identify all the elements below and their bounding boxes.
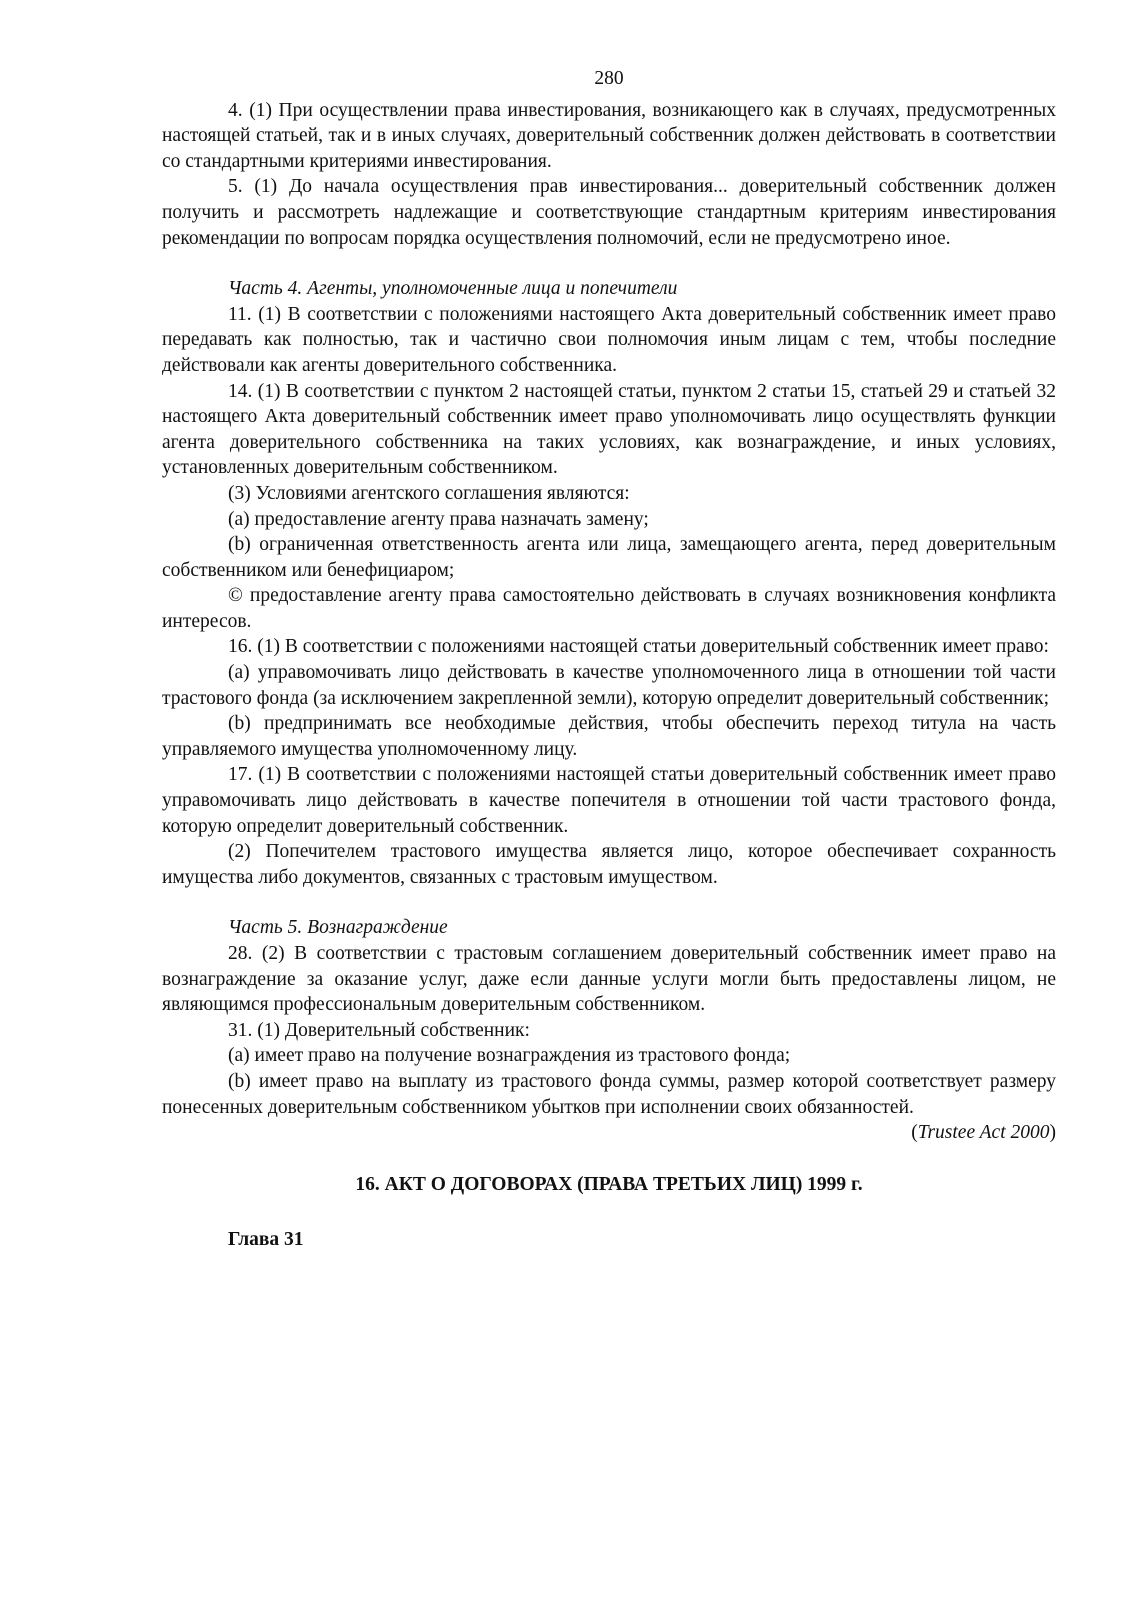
paragraph-article-31-b: (b) имеет право на выплату из трастового фонда суммы, размер которой соответствует размеру понесенных доверительным собственником убытков при исполнении своих обязанностей. — [162, 1070, 1056, 1118]
paragraph-agency-terms: (3) Условиями агентского соглашения являются: — [228, 482, 630, 504]
source-title: Trustee Act 2000 — [917, 1122, 1050, 1144]
chapter-heading: Глава 31 — [228, 1229, 304, 1251]
source-close-paren: ) — [1049, 1122, 1056, 1144]
paragraph-agency-c: © предоставление агенту права самостоятельно действовать в случаях возникновения конфликта интересов. — [162, 585, 1056, 632]
paragraph-article-16-b: (b) предпринимать все необходимые действия, чтобы обеспечить переход титула на часть управляемого имущества уполномоченному лицу. — [162, 713, 1056, 760]
paragraph-article-14: 14. (1) В соответствии с пунктом 2 настоящей статьи, пунктом 2 статьи 15, статьей 29 и статьей 32 настоящего Акта доверительный собственник имеет право уполномочивать лицо осуществлять функции агента доверительного собственника на таких условиях, как вознаграждение, и иных условиях, установленных доверительным собственником. — [162, 380, 1056, 479]
document-page — [162, 66, 1056, 1253]
section-heading-part5: Часть 5. Вознаграждение — [228, 917, 448, 939]
paragraph-article-17: 17. (1) В соответствии с положениями настоящей статьи доверительный собственник имеет право управомочивать лицо действовать в качестве попечителя в отношении той части трастового фонда, которую определит доверительный собственник. — [162, 764, 1056, 837]
paragraph-article-17-2: (2) Попечителем трастового имущества является лицо, которое обеспечивает сохранность имущества либо документов, связанных с трастовым имуществом. — [162, 841, 1056, 888]
paragraph-article-16-a: (a) управомочивать лицо действовать в качестве уполномоченного лица в отношении той части трастового фонда (за исключением закрепленной земли), которую определит доверительный собственник; — [162, 662, 1056, 709]
spacer — [162, 890, 1056, 915]
paragraph-agency-b: (b) ограниченная ответственность агента или лица, замещающего агента, перед доверительным собственником или бенефициаром; — [162, 534, 1056, 581]
spacer — [162, 251, 1056, 276]
source-citation — [162, 1120, 1056, 1146]
source-open-paren: ( — [911, 1122, 918, 1144]
act-title: 16. АКТ О ДОГОВОРАХ (ПРАВА ТРЕТЬИХ ЛИЦ) 1999 г. — [355, 1173, 863, 1195]
paragraph-agency-a: (a) предоставление агенту права назначать замену; — [228, 508, 649, 530]
paragraph-article-31-a: (a) имеет право на получение вознаграждения из трастового фонда; — [228, 1045, 791, 1067]
page-number: 280 — [594, 68, 624, 89]
paragraph-invest-4: 4. (1) При осуществлении права инвестирования, возникающего как в случаях, предусмотренных настоящей статьей, так и в иных случаях, доверительный собственник должен действовать в соответствии со стандартными критериями инвестирования. — [162, 99, 1056, 172]
paragraph-article-16: 16. (1) В соответствии с положениями настоящей статьи доверительный собственник имеет право: — [228, 636, 1049, 658]
paragraph-article-31: 31. (1) Доверительный собственник: — [228, 1019, 530, 1041]
paragraph-invest-5: 5. (1) До начала осуществления прав инвестирования... доверительный собственник должен получить и рассмотреть надлежащие и соответствующие стандартным критериям инвестирования рекомендации по вопросам порядка осуществления полномочий, если не предусмотрено иное. — [162, 176, 1056, 249]
section-heading-part4: Часть 4. Агенты, уполномоченные лица и попечители — [228, 278, 678, 300]
paragraph-article-11: 11. (1) В соответствии с положениями настоящего Акта доверительный собственник имеет право передавать как полностью, так и частично свои полномочия иным лицам с тем, чтобы последние действовали как агенты доверительного собственника. — [162, 303, 1056, 376]
paragraph-article-28: 28. (2) В соответствии с трастовым соглашением доверительный собственник имеет право на вознаграждение за оказание услуг, даже если данные услуги могли быть предоставлены лицом, не являющимся профессиональным доверительным собственником. — [162, 943, 1056, 1016]
